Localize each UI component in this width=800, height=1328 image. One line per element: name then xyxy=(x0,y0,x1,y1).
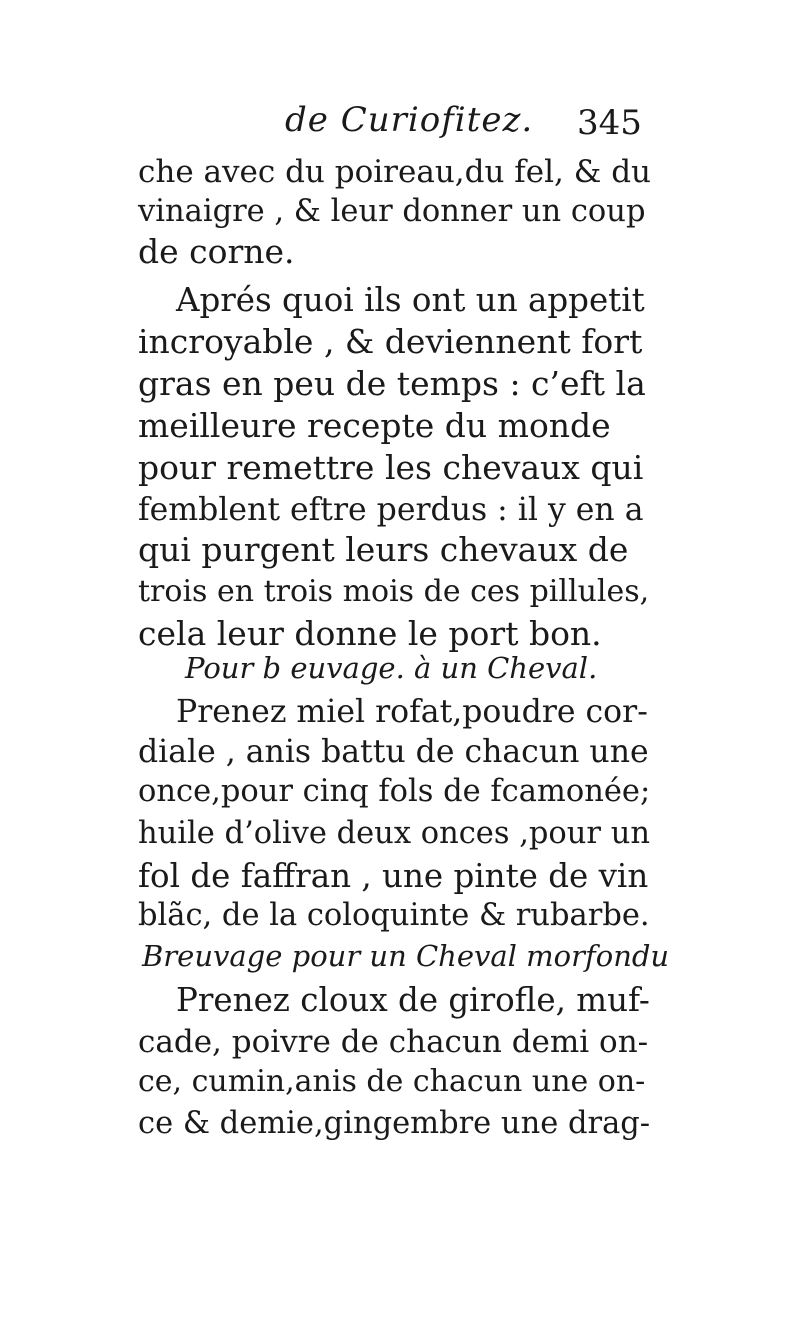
text-line: once,pour cinq fols de fcamonée; xyxy=(138,774,651,809)
text-line: incroyable , & deviennent fort xyxy=(138,322,643,361)
text-line: ce & demie,gingembre une drag- xyxy=(138,1106,651,1141)
section-heading: Pour b euvage. à un Cheval. xyxy=(185,651,598,685)
text-line: pour remettre les chevaux qui xyxy=(138,448,644,487)
section-heading: Breuvage pour un Cheval morfondu xyxy=(142,939,670,973)
text-line: che avec du poireau,du fel, & du xyxy=(138,154,651,190)
text-line: meilleure recepte du monde xyxy=(138,406,611,445)
text-line: trois en trois mois de ces pillules, xyxy=(138,574,650,609)
text-line: huile d’olive deux onces ,pour un xyxy=(138,816,650,851)
running-header-title: de Curiofitez. xyxy=(285,100,534,140)
text-line: qui purgent leurs chevaux de xyxy=(138,530,629,569)
page-number: 345 xyxy=(577,103,642,143)
text-line: ce, cumin,anis de chacun une on- xyxy=(138,1064,646,1099)
text-line: cade, poivre de chacun demi on- xyxy=(138,1024,649,1060)
text-line: gras en peu de temps : c’eft la xyxy=(138,364,646,403)
text-line: Prenez miel rofat,poudre cor- xyxy=(176,694,648,730)
text-line: diale , anis battu de chacun une xyxy=(138,734,649,770)
text-line: de corne. xyxy=(138,232,295,271)
text-line: cela leur donne le port bon. xyxy=(138,614,602,653)
text-line: Aprés quoi ils ont un appetit xyxy=(176,281,645,319)
text-line: femblent eftre perdus : il y en a xyxy=(138,492,644,528)
text-line: Prenez cloux de girofle, muf- xyxy=(176,981,650,1019)
text-line: fol de faffran , une pinte de vin xyxy=(138,857,649,895)
text-line: blãc, de la coloquinte & rubarbe. xyxy=(138,898,650,933)
text-line: vinaigre , & leur donner un coup xyxy=(138,194,646,229)
